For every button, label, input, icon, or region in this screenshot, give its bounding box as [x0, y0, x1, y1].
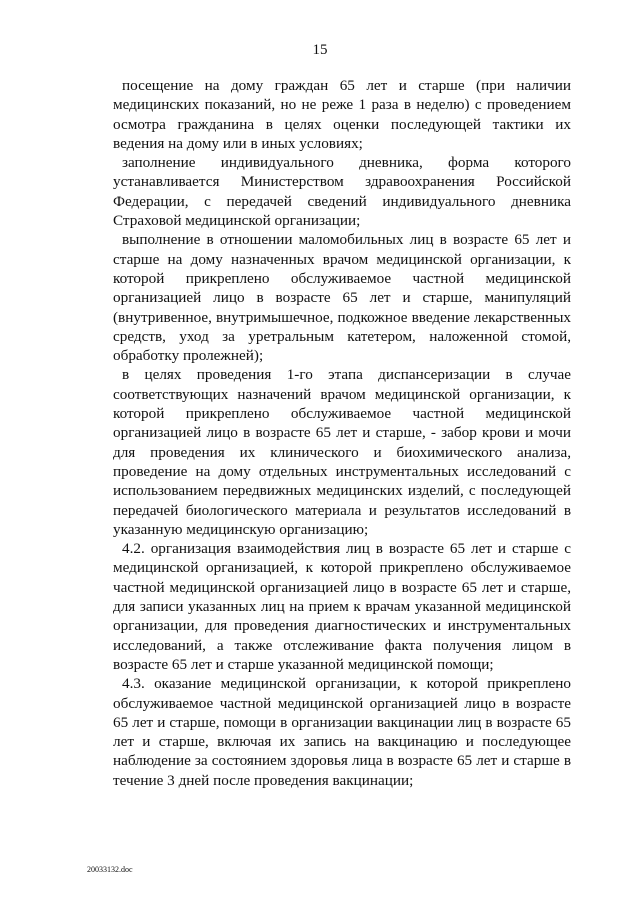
paragraph-4-3: 4.3. оказание медицинской организации, к которой прикреплено обслуживаемое частной медицинской организацией лицо в возрасте 65 лет и старше, помощи в организации вакцинации лиц в возрасте 65 лет и старше, включая их запись на вакцинацию и последующее наблюдение за состоянием здоровья лица в возрасте 65 лет и старше в течение 3 дней после проведения вакцинации;: [113, 675, 571, 789]
paragraph-dispensary: в целях проведения 1-го этапа диспансеризации в случае соответствующих назначений врачом медицинской организации, к которой прикреплено обслуживаемое частной медицинской организацией лицо в возрасте 65 лет и старше, - забор крови и мочи для проведения их клинического и биохимического анализа, проведение на дому отдельных инструментальных исследований с использованием передвижных медицинских изделий, с последующей передачей биологического материала и результатов исследований в указанную медицинскую организацию;: [113, 366, 571, 538]
page-number: 15: [312, 42, 328, 58]
footer-filename: 20033132.doc: [87, 865, 133, 874]
paragraph-home-visit: посещение на дому граждан 65 лет и старше (при наличии медицинских показаний, но не реже 1 раза в неделю) с проведением осмотра гражданина в целях оценки последующей тактики их ведения на дому или в иных условиях;: [113, 77, 571, 152]
paragraph-4-2: 4.2. организация взаимодействия лиц в возрасте 65 лет и старше с медицинской организацией, к которой прикреплено обслуживаемое частной медицинской организацией лицо в возрасте 65 лет и старше, для записи указанных лиц на прием к врачам указанной медицинской организации, для проведения диагностических и инструментальных исследований, а также отслеживание факта получения лицом в возрасте 65 лет и старше указанной медицинской помощи;: [113, 540, 571, 673]
paragraph-manipulations: выполнение в отношении маломобильных лиц в возрасте 65 лет и старше на дому назначенных врачом медицинской организации, к которой прикреплено обслуживаемое частной медицинской организацией лицо в возрасте 65 лет и старше, манипуляций (внутривенное, внутримышечное, подкожное введение лекарственных средств, уход за уретральным катетером, наложенной стомой, обработку пролежней);: [113, 231, 571, 365]
document-body: [113, 76, 571, 790]
paragraph-diary: заполнение индивидуального дневника, форма которого устанавливается Министерством здравоохранения Российской Федерации, с передачей сведений индивидуального дневника Страховой медицинской организации;: [113, 154, 571, 230]
